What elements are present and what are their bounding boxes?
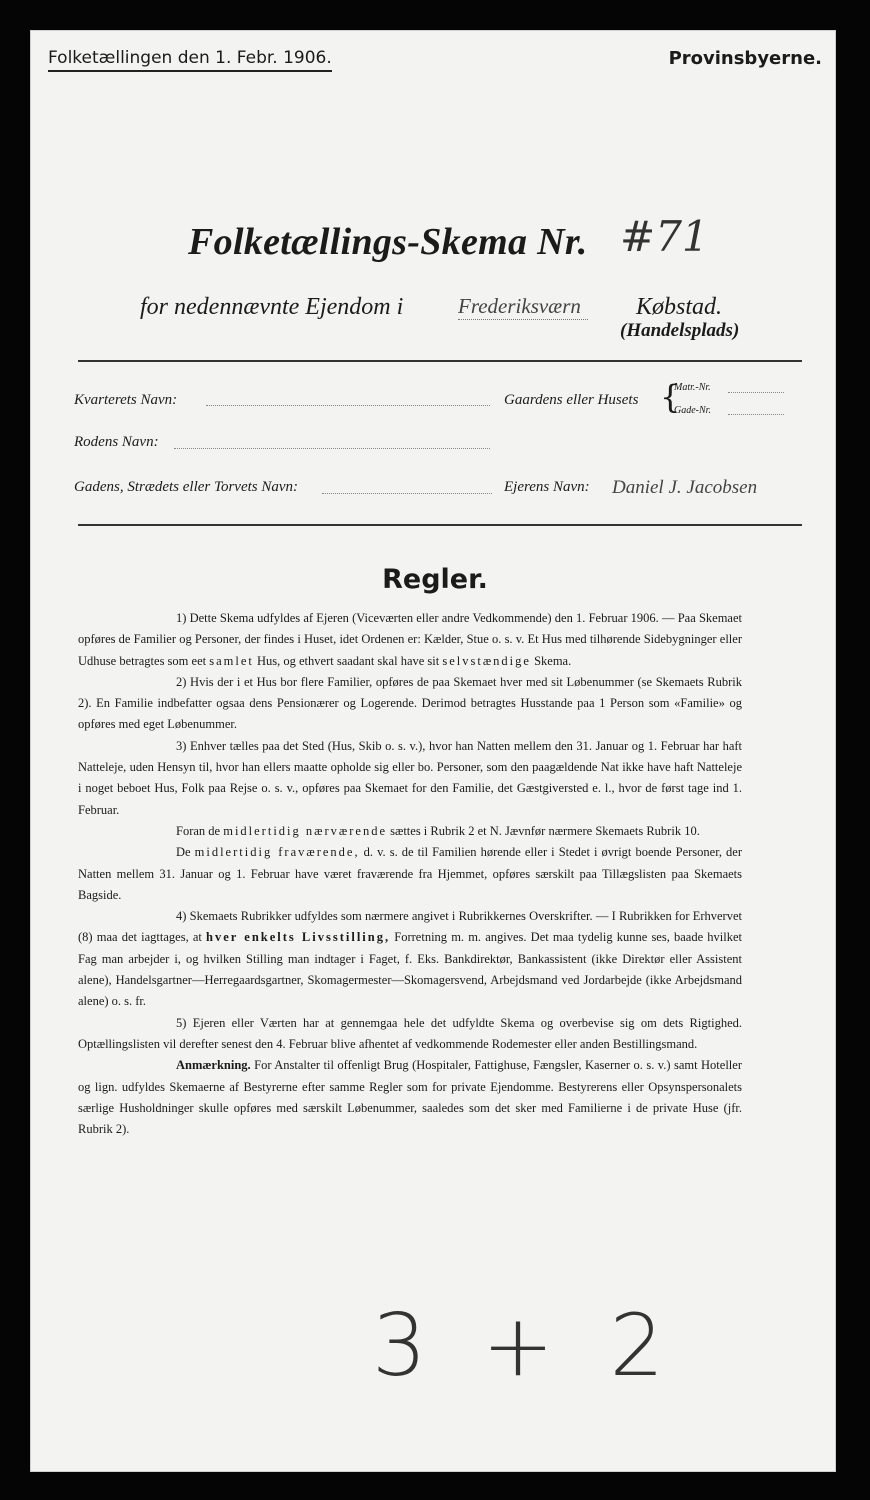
rule-4: 4) Skemaets Rubrikker udfyldes som nærmere angivet i Rubrikkernes Overskrifter. — I Rubrikken for Erhvervet (8) maa det iagttages, at hver enkelts Livsstilling, Forretning m. m. angives. Det maa tydelig kunne ses, baade hvilket Fag man arbejder i, og hvilken Stilling man indtager i Faget, f. Eks. Bankdirektør, Bankassistent (ikke Direktør eller Assistent alene), Handelsgartner—Herregaardsgartner, Skomagermester—Skomagersvend, Arbejdsmand ved Jordarbejde (ikke Arbejdsmand alene) o. s. fr.: [78, 909, 743, 1009]
rule-3b: Foran de midlertidig nærværende sættes i Rubrik 2 et N. Jævnfør nærmere Skemaets Rubrik 10.: [176, 823, 700, 838]
handelsplads-label: (Handelsplads): [620, 320, 740, 341]
pencil-note: 3 + 2: [372, 1296, 679, 1396]
gade-nr-label: Gade-Nr.: [674, 405, 711, 416]
schema-subtitle: for nedennævnte Ejendom i: [140, 294, 404, 320]
rule-1: 1) Dette Skema udfyldes af Ejeren (Viceværten eller andre Vedkommende) den 1. Februar 1906. — Paa Skemaet opføres de Familier og Personer, der findes i Huset, idet Ordenen er: Kælder, Stue o. s. v. Et Hus med tilhørende Sidebygninger eller Udhuse betragtes som eet samlet Hus, og ethvert saadant skal have sit selvstændige Skema.: [78, 611, 742, 668]
note: Anmærkning. For Anstalter til offenligt Brug (Hospitaler, Fattighuse, Fængsler, Kaserner o. s. v.) samt Hoteller og lign. udfyldes Skemaerne af Bestyrerne efter samme Regler som for private Ejendomme. Bestyrerens eller Opsynspersonalets særlige Husholdninger skulle opføres med særskilt Løbenummer, saaledes som det sker med Familierne i de private Huse (jfr. Rubrik 2).: [78, 1058, 742, 1137]
rules-heading: Regler.: [382, 564, 488, 595]
ejer-label: Ejerens Navn:: [504, 479, 590, 495]
kvarter-label: Kvarterets Navn:: [74, 392, 178, 408]
matr-line[interactable]: [728, 392, 784, 393]
rode-line[interactable]: [174, 448, 490, 449]
rules-text: [78, 608, 742, 1140]
divider-top: [78, 360, 802, 362]
gade-label: Gadens, Strædets eller Torvets Navn:: [74, 479, 299, 495]
rule-3: 3) Enhver tælles paa det Sted (Hus, Skib o. s. v.), hvor han Natten mellem den 31. Januar og 1. Februar har haft Natteleje, uden Hensyn til, hvor han ellers maatte opholde sig eller bo. Personer, som den paagældende Nat ikke have haft Natteleje i noget beboet Hus, Folk paa Rejse o. s. v., opføres paa Skemaet for den Familie, det Gæstgiversted e. l., hvor de først tage ind 1. Februar.: [78, 738, 742, 817]
schema-title: Folketællings-Skema Nr.: [188, 221, 588, 263]
region-label: Provinsbyerne.: [668, 48, 822, 69]
rode-label: Rodens Navn:: [74, 434, 159, 450]
rule-5: 5) Ejeren eller Værten har at gennemgaa hele det udfyldte Skema og overbevise sig om dets Rigtighed. Optællingslisten vil derefter senest den 4. Februar blive afhentet af vedkommende Rodemester eller anden Bestillingsmand.: [78, 1015, 742, 1051]
gade-nr-line[interactable]: [728, 414, 784, 415]
rule-3c: De midlertidig fraværende, d. v. s. de til Familien hørende eller i Stedet i øvrigt boende Personer, der Natten mellem 31. Januar og 1. Februar have været fraværende fra Hjemmet, opføres særskilt paa Tillægslisten paa Skemaets Bagside.: [78, 845, 742, 902]
schema-number-handwritten: #71: [620, 212, 709, 261]
form-header: [48, 48, 822, 78]
town-handwritten: Frederiksværn: [458, 294, 588, 320]
gade-line[interactable]: [322, 493, 492, 494]
divider-bottom: [78, 524, 802, 526]
kvarter-line[interactable]: [206, 405, 490, 406]
brace: {: [660, 378, 681, 416]
gaard-label: Gaardens eller Husets: [504, 392, 639, 408]
kobstad-label: Købstad.: [636, 294, 723, 320]
rule-2: 2) Hvis der i et Hus bor flere Familier, opføres de paa Skemaet hver med sit Løbenummer (se Skemaets Rubrik 2). En Familie indbefatter ogsaa dens Pensionærer og Logerende. Derimod betragtes Husstande paa 1 Person som «Familie» og opføres med eget Løbenummer.: [78, 674, 742, 732]
matr-label: Matr.-Nr.: [674, 382, 711, 393]
owner-handwritten: Daniel J. Jacobsen: [612, 477, 758, 498]
census-title: Folketællingen den 1. Febr. 1906.: [48, 48, 332, 72]
